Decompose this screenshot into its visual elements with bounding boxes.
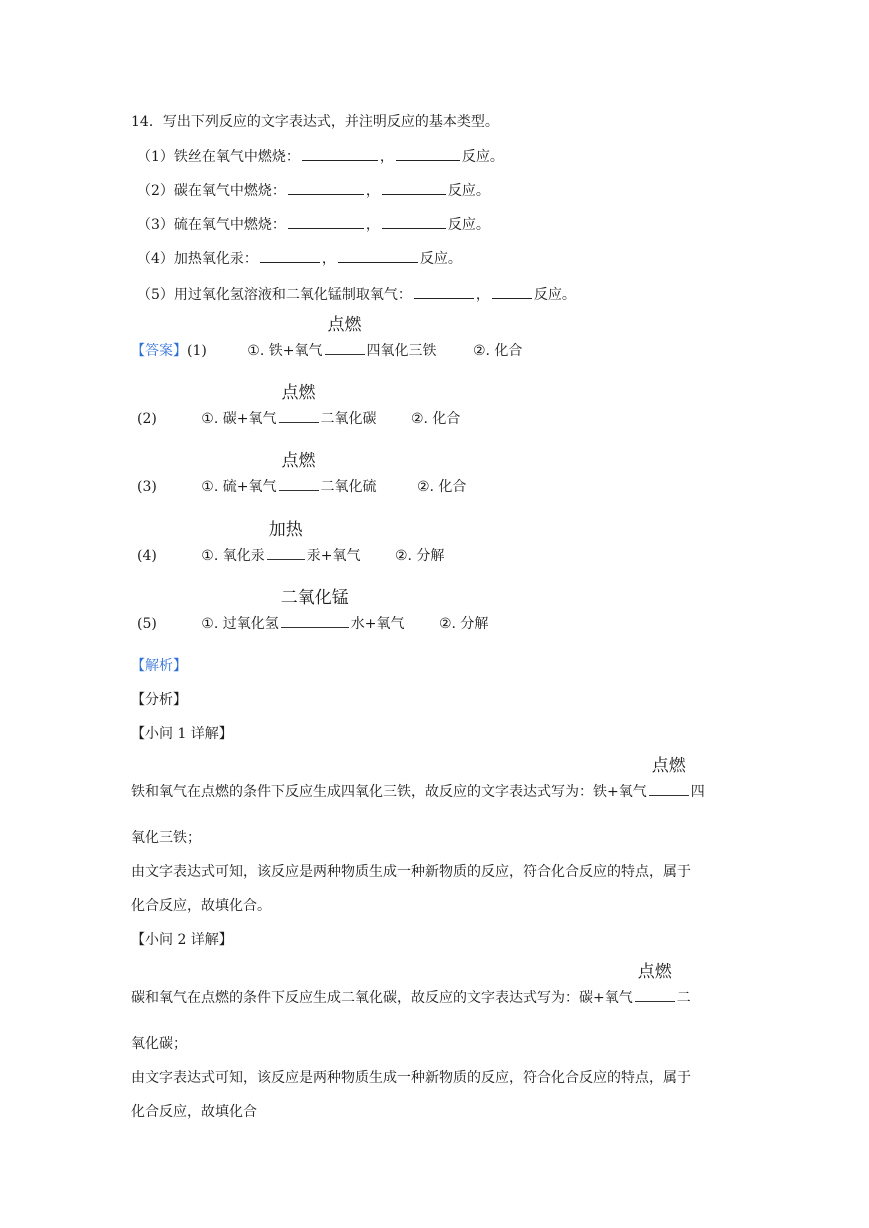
row-number: (4) (137, 548, 157, 564)
explanation-text-end: 四 (690, 784, 705, 800)
subquestion-2-paragraph (131, 962, 691, 1008)
reaction-arrow (325, 315, 365, 355)
equation-left: 硫+氧气 (222, 479, 277, 495)
row-number: (3) (137, 479, 157, 495)
separator: ， (379, 149, 394, 165)
mark-2: ②. (438, 616, 456, 632)
subquestion-1-reasoning: 由文字表达式可知，该反应是两种物质生成一种新物质的反应，符合化合反应的特点，属于 (131, 864, 691, 880)
answer-blank (288, 214, 364, 229)
mark-1: ①. (201, 548, 219, 564)
mark-2: ②. (394, 548, 412, 564)
answer-row-4 (137, 520, 445, 566)
answer-blank (414, 284, 474, 299)
mark-2: ②. (472, 343, 490, 359)
reaction-type: 化合 (438, 479, 467, 495)
subquestion-1-paragraph (131, 756, 705, 802)
explanation-text: 碳和氧气在点燃的条件下反应生成二氧化碳，故反应的文字表达式写为：碳+氧气 (131, 990, 633, 1006)
question-item-1 (137, 146, 504, 167)
analysis-heading: 【分析】 (131, 692, 187, 708)
answer-row-5 (137, 588, 489, 634)
reaction-arrow (279, 383, 319, 423)
explanation-text: 铁和氧气在点燃的条件下反应生成四氧化三铁，故反应的文字表达式写为：铁+氧气 (131, 784, 647, 800)
mark-2: ②. (410, 411, 428, 427)
item-prefix: （2）碳在氧气中燃烧： (137, 183, 286, 199)
separator: ， (365, 217, 380, 233)
reaction-condition: 点燃 (281, 383, 316, 403)
mark-1: ①. (201, 411, 219, 427)
question-item-4 (137, 248, 462, 269)
reaction-condition: 加热 (268, 520, 303, 540)
reaction-arrow (267, 520, 305, 560)
answer-blank (396, 146, 460, 161)
reaction-condition: 点燃 (651, 756, 686, 776)
reaction-condition: 点燃 (327, 315, 362, 335)
row-number: (1) (187, 343, 207, 359)
item-prefix: （3）硫在氧气中燃烧： (137, 217, 286, 233)
answer-blank (492, 284, 532, 299)
separator: ， (475, 287, 490, 303)
equation-right: 四氧化三铁 (366, 343, 437, 359)
reaction-condition: 二氧化锰 (280, 588, 349, 608)
item-suffix: 反应。 (461, 149, 504, 165)
subquestion-2-reasoning: 由文字表达式可知，该反应是两种物质生成一种新物质的反应，符合化合反应的特点，属于 (131, 1070, 691, 1086)
question-item-3 (137, 214, 490, 235)
mark-1: ①. (201, 616, 219, 632)
answer-blank (382, 180, 446, 195)
reaction-type: 化合 (432, 411, 461, 427)
reaction-type: 分解 (416, 548, 445, 564)
reaction-arrow (635, 962, 675, 1002)
reaction-type: 化合 (494, 343, 523, 359)
mark-1: ①. (201, 479, 219, 495)
equation-left: 氧化汞 (222, 548, 265, 564)
item-prefix: （1）铁丝在氧气中燃烧： (137, 149, 300, 165)
row-number: (2) (137, 411, 157, 427)
answer-blank (302, 146, 378, 161)
reaction-arrow (649, 756, 689, 796)
equation-right: 二氧化碳 (320, 411, 377, 427)
row-number: (5) (137, 616, 157, 632)
subquestion-2-conclusion: 化合反应，故填化合 (131, 1104, 257, 1120)
mark-2: ②. (416, 479, 434, 495)
reaction-arrow (279, 451, 319, 491)
subquestion-1-paragraph-cont: 氧化三铁； (131, 830, 201, 846)
separator: ， (321, 251, 336, 267)
explanation-text-end: 二 (676, 990, 691, 1006)
answer-blank (382, 214, 446, 229)
subquestion-2-heading: 【小问 2 详解】 (131, 932, 233, 948)
equation-right: 水+氧气 (350, 616, 405, 632)
equation-left: 碳+氧气 (222, 411, 277, 427)
item-suffix: 反应。 (419, 251, 462, 267)
item-suffix: 反应。 (447, 217, 490, 233)
answer-tag: 【答案】 (131, 343, 187, 359)
question-item-5 (137, 284, 576, 305)
mark-1: ①. (247, 343, 265, 359)
item-suffix: 反应。 (447, 183, 490, 199)
equation-right: 汞+氧气 (306, 548, 361, 564)
analysis-tag: 【解析】 (131, 658, 187, 674)
subquestion-1-conclusion: 化合反应，故填化合。 (131, 898, 271, 914)
separator: ， (365, 183, 380, 199)
equation-left: 铁+氧气 (268, 343, 323, 359)
question-item-2 (137, 180, 490, 201)
item-suffix: 反应。 (533, 287, 576, 303)
answer-row-2 (137, 383, 461, 429)
answer-blank (338, 248, 418, 263)
equation-left: 过氧化氢 (222, 616, 279, 632)
answer-blank (288, 180, 364, 195)
question-title: 14．写出下列反应的文字表达式，并注明反应的基本类型。 (131, 114, 499, 130)
answer-row-3 (137, 451, 467, 497)
reaction-arrow (280, 588, 349, 628)
reaction-condition: 点燃 (637, 962, 672, 982)
equation-right: 二氧化硫 (320, 479, 377, 495)
subquestion-1-heading: 【小问 1 详解】 (131, 726, 233, 742)
subquestion-2-paragraph-cont: 氧化碳； (131, 1036, 187, 1052)
reaction-condition: 点燃 (281, 451, 316, 471)
item-prefix: （5）用过氧化氢溶液和二氧化锰制取氧气： (137, 287, 412, 303)
item-prefix: （4）加热氧化汞： (137, 251, 258, 267)
answer-blank (260, 248, 320, 263)
answer-row-1 (131, 315, 523, 361)
reaction-type: 分解 (460, 616, 489, 632)
